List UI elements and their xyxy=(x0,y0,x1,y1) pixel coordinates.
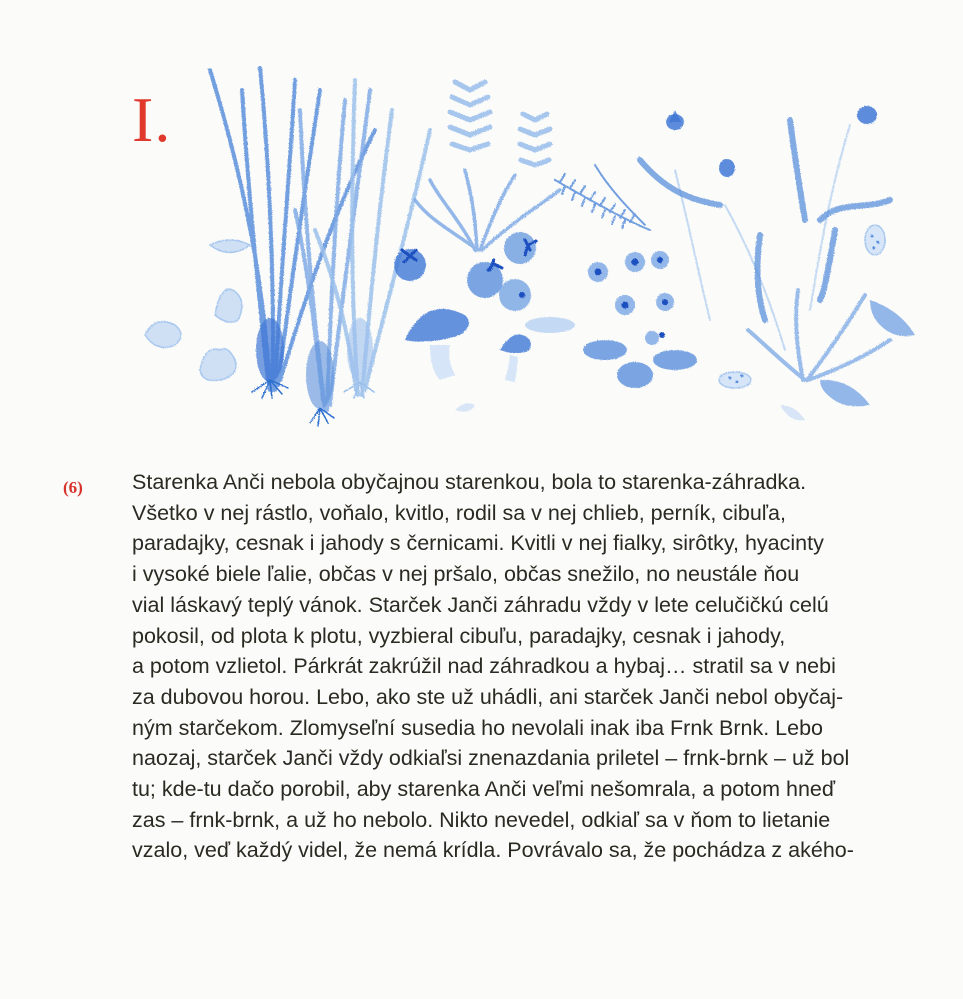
hyacinth-icon xyxy=(415,82,560,250)
mushrooms-icon xyxy=(405,309,531,382)
violets-icon xyxy=(525,251,697,388)
coneflowers-icon xyxy=(640,106,890,380)
text-line: zas – frnk-brnk, a už ho nebolo. Nikto nevedel, odkiaľ sa v ňom to lietanie xyxy=(132,807,831,832)
page-number: (6) xyxy=(63,478,83,497)
text-line: vzalo, veď každý videl, že nemá krídla. Povrávalo sa, že pochádza z akého- xyxy=(132,838,854,863)
text-line: pokosil, od plota k plotu, vyzbieral cibuľu, paradajky, cesnak i jahody, xyxy=(132,623,786,648)
text-line: ným starčekom. Zlomyseľní susedia ho nevolali inak iba Frnk Brnk. Lebo xyxy=(132,715,823,740)
text-line: za dubovou horou. Lebo, ako ste už uhádli, ani starček Janči nebol obyčaj- xyxy=(132,684,844,709)
fir-branch-icon xyxy=(555,165,650,230)
botanical-illustration xyxy=(130,50,920,450)
chapter-number: I. xyxy=(132,84,172,155)
text-line: tu; kde-tu dačo porobil, aby starenka Anči veľmi nešomrala, a potom hneď xyxy=(132,777,836,802)
garlic-cloves-icon xyxy=(145,240,250,381)
text-line: Všetko v nej rástlo, voňalo, kvitlo, rodil sa v nej chlieb, perník, cibuľa, xyxy=(132,500,786,525)
text-line: vial láskavý teplý vánok. Starček Janči záhradu vždy v lete celučičkú celú xyxy=(132,592,829,617)
text-line: naozaj, starček Janči vždy odkiaľsi znenazdania priletel – frnk-brnk – už bol xyxy=(132,746,850,771)
petals-icon xyxy=(455,403,805,420)
text-line: a potom vzlietol. Párkrát zakrúžil nad záhradkou a hybaj… stratil sa v nebi xyxy=(132,654,836,679)
tomatoes-icon xyxy=(394,232,536,311)
text-line: paradajky, cesnak i jahody s černicami. Kvitli v nej fialky, sirôtky, hyacinty xyxy=(132,531,824,556)
text-line: Starenka Anči nebola obyčajnou starenkou, bola to starenka-záhradka. xyxy=(132,470,807,494)
text-line: i vysoké biele ľalie, občas v nej pršalo, občas snežilo, no neustále ňou xyxy=(132,562,800,587)
body-paragraph xyxy=(132,467,922,866)
